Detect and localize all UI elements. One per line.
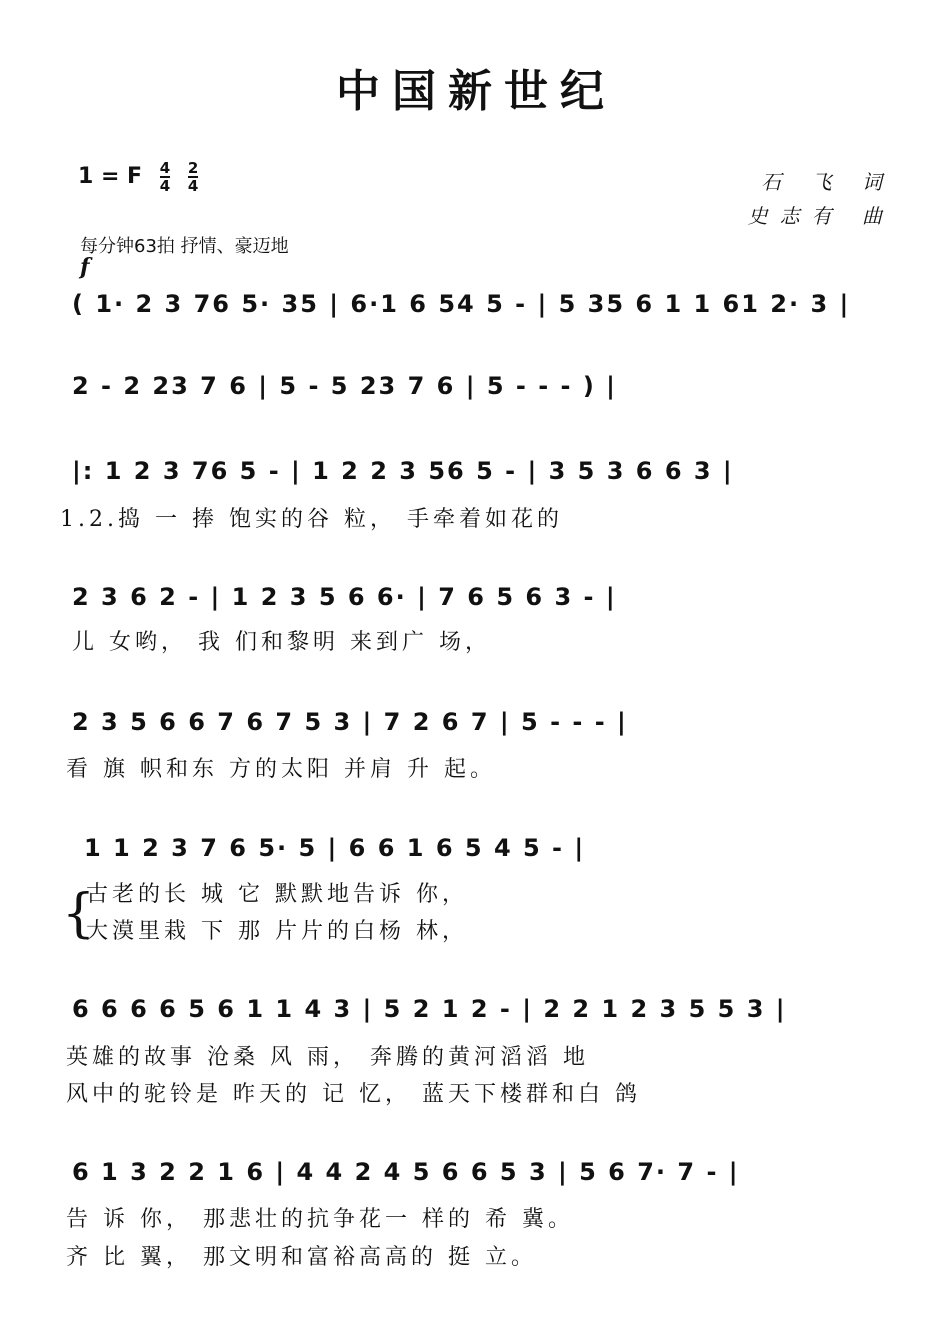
meter-4-4: $\frac{4}{4}$: [159, 159, 171, 195]
notation-line-5: 2 3 5 6 6 7 6 7 5 3 | 7 2 6 7 | 5 - - - |: [72, 708, 628, 736]
lyrics-line-4: 古老的长 城 它 默默地告诉 你，: [86, 882, 468, 907]
notation-line-2: 2 - 2 23 7 6 | 5 - 5 23 7 6 | 5 - - - ) |: [72, 372, 617, 400]
notation-line-8: 6 1 3 2 2 1 6 | 4 4 2 4 5 6 6 5 3 | 5 6 7· 7 - |: [72, 1158, 740, 1186]
lyrics-line-8: 告 诉 你， 那悲壮的抗争花一 样的 希 冀。: [66, 1207, 574, 1232]
verse-brace: {: [62, 884, 96, 944]
notation-line-1: ( 1· 2 3 76 5· 35 | 6·1 6 54 5 - | 5 35 6 1 1 61 2· 3 |: [72, 290, 851, 318]
notation-line-3: |: 1 2 3 76 5 - | 1 2 2 3 56 5 - | 3 5 3 6 6 3 |: [72, 457, 734, 485]
tempo-marking: 每分钟63拍 抒情、豪迈地: [80, 236, 289, 257]
notation-line-7: 6 6 6 6 5 6 1 1 4 3 | 5 2 1 2 - | 2 2 1 2 3 5 5 3 |: [72, 995, 787, 1023]
lyrics-line-2: 儿 女哟， 我 们和黎明 来到广 场，: [72, 630, 491, 655]
lyricist-credit: 石 飞 词: [761, 170, 894, 194]
notation-line-4: 2 3 6 2 - | 1 2 3 5 6 6· | 7 6 5 6 3 - |: [72, 583, 617, 611]
lyrics-line-7: 风中的驼铃是 昨天的 记 忆， 蓝天下楼群和白 鸽: [66, 1082, 641, 1107]
lyrics-line-5: 大漠里栽 下 那 片片的白杨 林，: [86, 919, 468, 944]
meter-2-4: $\frac{2}{4}$: [187, 159, 199, 195]
key-text: 1 = F: [78, 164, 143, 189]
lyrics-line-9: 齐 比 翼， 那文明和富裕高高的 挺 立。: [66, 1245, 537, 1270]
lyrics-line-6: 英雄的故事 沧桑 风 雨， 奔腾的黄河滔滔 地: [66, 1045, 589, 1070]
lyrics-line-3: 看 旗 帜和东 方的太阳 并肩 升 起。: [66, 757, 496, 782]
key-signature: [78, 160, 198, 194]
lyrics-line-1: 1.2.捣 一 捧 饱实的谷 粒， 手牵着如花的: [60, 507, 563, 532]
dynamic-marking: f: [80, 254, 90, 280]
notation-line-6: 1 1 2 3 7 6 5· 5 | 6 6 1 6 5 4 5 - |: [84, 834, 586, 862]
composer-credit: 史志有 曲: [747, 204, 894, 228]
song-title: 中国新世纪: [336, 66, 616, 117]
